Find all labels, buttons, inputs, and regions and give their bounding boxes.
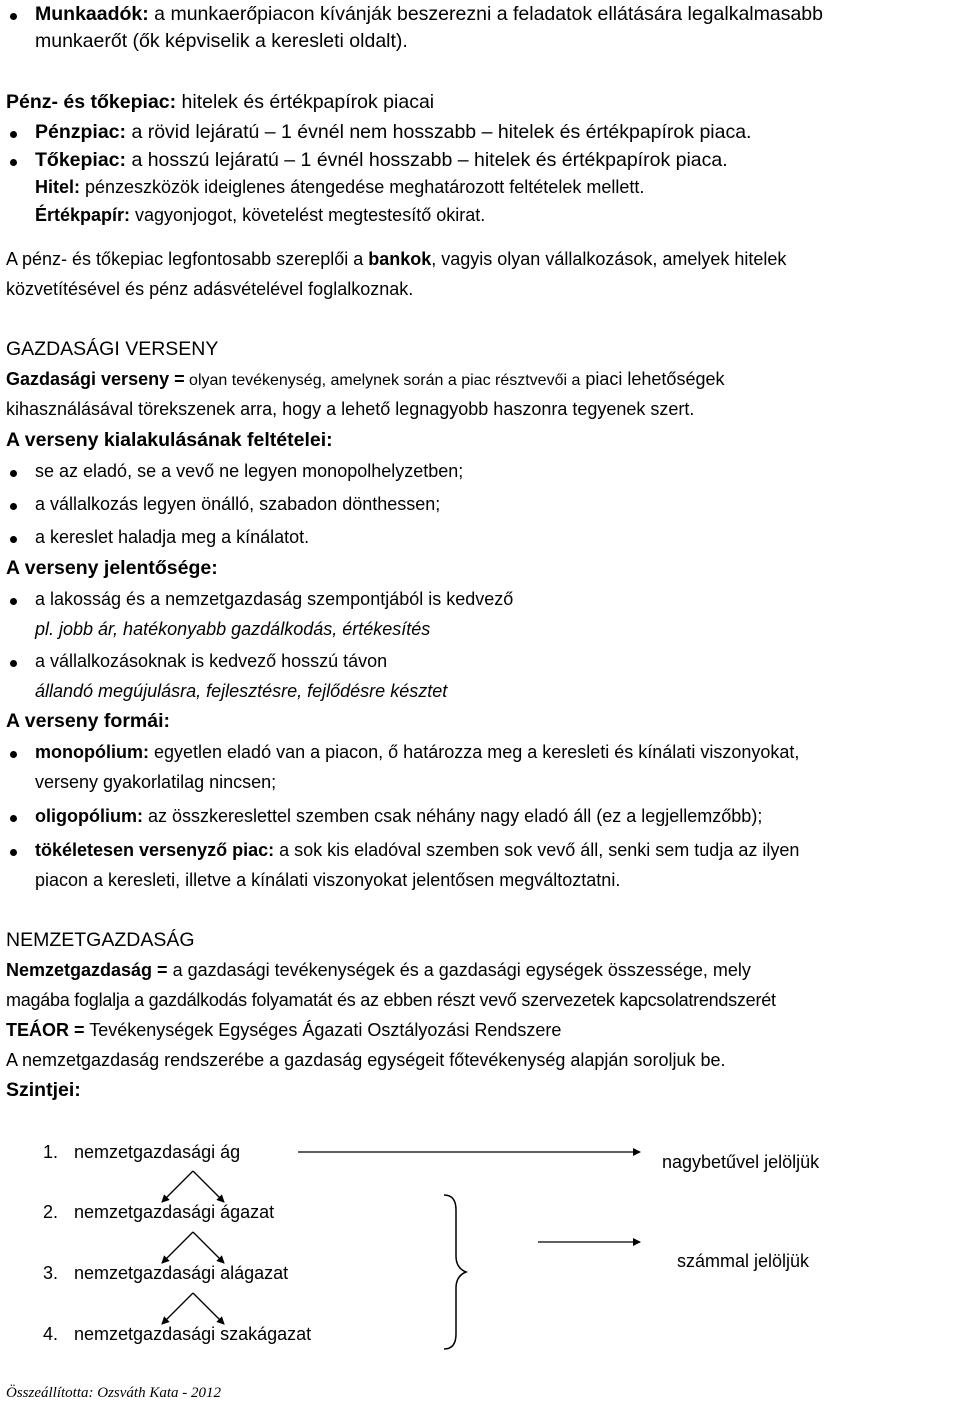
ertekpapir-text: vagyonjogot, követelést megtestesítő okirat.	[130, 205, 486, 225]
teaor-text: Tevékenységek Egységes Ágazati Osztályozási Rendszere	[84, 1020, 562, 1040]
brace-icon	[444, 1195, 466, 1349]
verseny-title: GAZDASÁGI VERSENY	[6, 338, 219, 360]
jelentoseg-note-2: állandó megújulásra, fejlesztésre, fejlődésre késztet	[35, 681, 448, 701]
arrow-icon	[162, 1232, 193, 1263]
verseny-def-term: Gazdasági verseny =	[6, 369, 185, 389]
oligopolium-text: az összkereslettel szemben csak néhány nagy eladó áll (ez a legjellemzőbb);	[142, 806, 763, 826]
tokepiac-term: Tőkepiac:	[35, 149, 127, 171]
level-label: nemzetgazdasági alágazat	[74, 1263, 289, 1283]
level-number: 2.	[43, 1202, 59, 1222]
arrow-icon	[162, 1171, 193, 1202]
munkaadok-text: a munkaerőpiacon kívánják beszerezni a feladatok ellátására legalkalmasabb	[148, 3, 824, 25]
nemzet-def-text: a gazdasági tevékenységek és a gazdasági egységek összessége, mely	[167, 960, 751, 980]
arrow-icon	[193, 1232, 224, 1263]
feltetel-item: a kereslet haladja meg a kínálatot.	[35, 527, 310, 547]
monopolium-term: monopólium:	[35, 742, 149, 762]
level-label: nemzetgazdasági ágazat	[74, 1202, 275, 1222]
monopolium-text: egyetlen eladó van a piacon, ő határozza meg a keresleti és kínálati viszonyokat,	[148, 742, 800, 762]
jelentoseg-heading: A verseny jelentősége:	[6, 557, 218, 579]
szammal-label: számmal jelöljük	[677, 1251, 810, 1271]
feltetel-item: se az eladó, se a vevő ne legyen monopolhelyzetben;	[35, 461, 464, 481]
munkaadok-line-2: munkaerőt (ők képviselik a keresleti oldalt).	[35, 30, 408, 52]
hitel-text: pénzeszközök ideiglenes átengedése meghatározott feltételek mellett.	[80, 177, 645, 197]
arrow-icon	[193, 1171, 224, 1202]
tokeletes-line-2: piacon a keresleti, illetve a kínálati viszonyokat jelentősen megváltoztatni.	[35, 870, 621, 890]
level-number: 4.	[43, 1324, 59, 1344]
level-number: 1.	[43, 1142, 59, 1162]
verseny-def-tail: piaci lehetőségek	[580, 369, 725, 389]
verseny-def-small: olyan tevékenység, amelynek során a piac résztvevői a	[184, 372, 581, 389]
jelentoseg-item-2: a vállalkozásoknak is kedvező hosszú távon	[35, 651, 388, 671]
arrow-icon	[162, 1293, 193, 1324]
verseny-def-line-2: kihasználásával törekszenek arra, hogy a lehető legnagyobb haszonra tegyenek szert.	[6, 399, 695, 419]
jelentoseg-item-1: a lakosság és a nemzetgazdaság szempontjából is kedvező	[35, 589, 514, 609]
feltetel-heading: A verseny kialakulásának feltételei:	[6, 429, 333, 451]
penzpiac-text: a rövid lejáratú – 1 évnél nem hosszabb – hitelek és értékpapírok piaca.	[126, 121, 752, 143]
szereplok-line-2: közvetítésével és pénz adásvételével foglalkoznak.	[6, 279, 414, 299]
szereplok-text-c: , vagyis olyan vállalkozások, amelyek hitelek	[431, 249, 787, 269]
szereplok-text-a: A pénz- és tőkepiac legfontosabb szereplői a	[6, 249, 369, 269]
munkaadok-term: Munkaadók:	[35, 3, 149, 25]
nemzet-title: NEMZETGAZDASÁG	[6, 929, 195, 951]
oligopolium-term: oligopólium:	[35, 806, 143, 826]
penz-heading-term: Pénz- és tőkepiac:	[6, 91, 177, 113]
level-label: nemzetgazdasági szakágazat	[74, 1324, 312, 1344]
penz-heading-rest: hitelek és értékpapírok piacai	[176, 91, 435, 113]
monopolium-line-2: verseny gyakorlatilag nincsen;	[35, 772, 277, 792]
ertekpapir-term: Értékpapír:	[35, 205, 131, 225]
teaor-term: TEÁOR =	[6, 1020, 85, 1040]
jelentoseg-note-1: pl. jobb ár, hatékonyabb gazdálkodás, értékesítés	[35, 619, 431, 639]
formai-heading: A verseny formái:	[6, 710, 171, 732]
nemzet-def-line-2: magába foglalja a gazdálkodás folyamatát és az ebben részt vevő szervezetek kapcsolatrendszerét	[6, 990, 776, 1010]
tokeletes-term: tökéletesen versenyző piac:	[35, 840, 275, 860]
rendszer-line: A nemzetgazdaság rendszerébe a gazdaság egységeit főtevékenység alapján soroljuk be.	[6, 1050, 726, 1070]
arrow-icon	[193, 1293, 224, 1324]
nemzet-def-term: Nemzetgazdaság =	[6, 960, 168, 980]
hitel-term: Hitel:	[35, 177, 80, 197]
szereplok-bankok: bankok	[368, 249, 432, 269]
level-number: 3.	[43, 1263, 59, 1283]
tokeletes-text: a sok kis eladóval szemben sok vevő áll, senki sem tudja az ilyen	[274, 840, 800, 860]
footer-credit: Összeállította: Ozsváth Kata - 2012	[6, 1385, 222, 1401]
szintjei-label: Szintjei:	[6, 1079, 81, 1101]
level-label: nemzetgazdasági ág	[74, 1142, 241, 1162]
feltetel-item: a vállalkozás legyen önálló, szabadon dönthessen;	[35, 494, 441, 514]
nagybetu-label: nagybetűvel jelöljük	[662, 1152, 820, 1172]
tokepiac-text: a hosszú lejáratú – 1 évnél hosszabb – hitelek és értékpapírok piaca.	[126, 149, 728, 171]
penzpiac-term: Pénzpiac:	[35, 121, 127, 143]
